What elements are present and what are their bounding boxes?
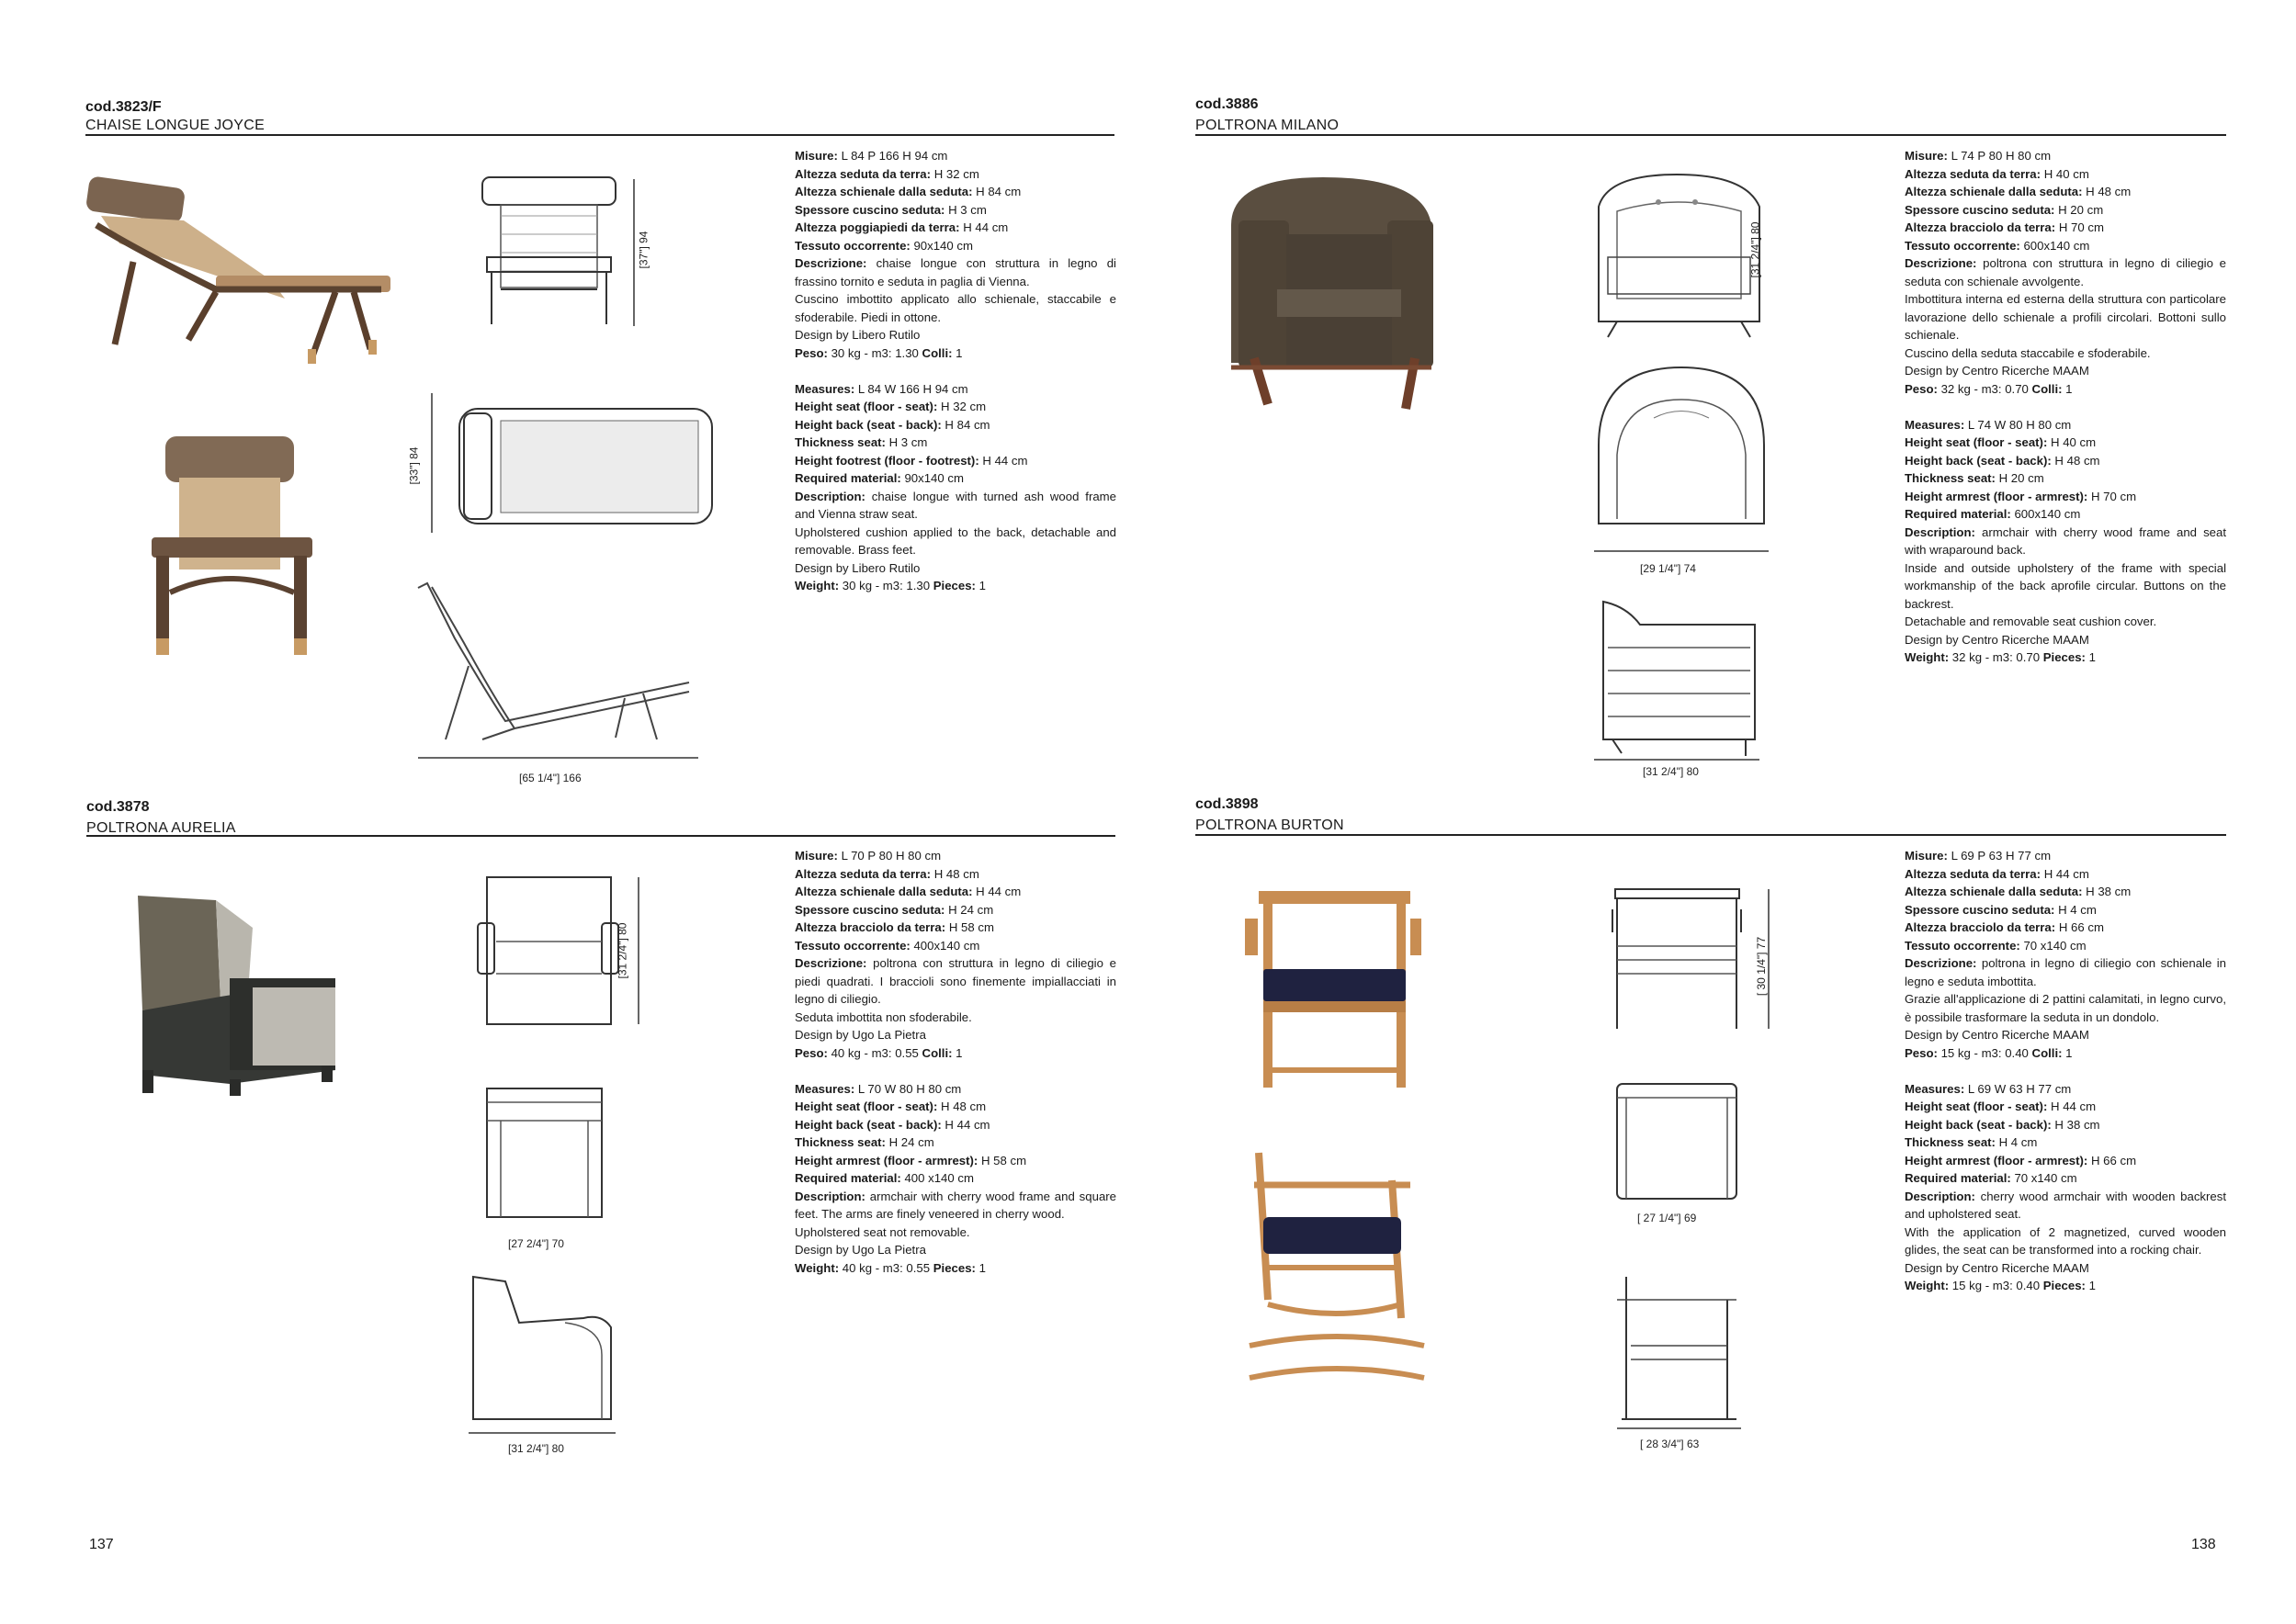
dimension-label: [ 30 1/4"] 77 (1755, 936, 1769, 997)
milano-armchair-photo (1213, 170, 1452, 418)
chaise-longue-drawing-top (423, 386, 726, 542)
aurelia-drawing-front (473, 873, 657, 1029)
spec-text: Misure: L 84 P 166 H 94 cm Altezza seduta da terra: H 32 cm Altezza schienale dalla seduta: H 84 cm Spessore cuscino seduta: H 3 cm Altezza poggiapiedi da terra: H 44 cm Tessuto occorrente: 90x140 cm Descrizione: chaise longue con struttura in legno di frassino tornito e seduta in paglia di Vienna. Cuscino imbottito applicato allo schienale, staccabile e sfoderabile. Piedi in ottone. Design by Libero Rutilo Peso: 30 kg - m3: 1.30 Colli: 1 Measures: L 84 W 166 H 94 cm Height seat (floor - seat): H 32 cm Height back (seat - back): H 84 cm Thickness seat: H 3 cm Height footrest (floor - footrest): H 44 cm Required material: 90x140 cm Description: chaise longue with turned ash wood frame and Vienna straw seat. Upholstered cushion applied to the back, detachable and removable. Brass feet. Design by Libero Rutilo Weight: 30 kg - m3: 1.30 Pieces: 1 (795, 149, 1116, 592)
product-code: cod.3886 (1195, 96, 1259, 112)
section-rule (1195, 834, 2226, 836)
page-number-right: 138 (2191, 1537, 2216, 1552)
spec-text: Misure: L 74 P 80 H 80 cm Altezza seduta da terra: H 40 cm Altezza schienale dalla seduta: H 48 cm Spessore cuscino seduta: H 20 cm Altezza bracciolo da terra: H 70 cm Tessuto occorrente: 600x140 cm Descrizione: poltrona con struttura in legno di ciliegio e seduta con schienale avvolgente. Imbottitura interna ed esterna della struttura con particolare lavorazione dello schienale a profili circolari. Bottoni sullo schienale. Cuscino della seduta staccabile e sfoderabile. Design by Centro Ricerche MAAM Peso: 32 kg - m3: 0.70 Colli: 1 Measures: L 74 W 80 H 80 cm Height seat (floor - seat): H 40 cm Height back (seat - back): H 48 cm Thickness seat: H 20 cm Height armrest (floor - armrest): H 70 cm Required material: 600x140 cm Description: armchair with cherry wood frame and seat with wraparound back. Inside and outside upholstery of the frame with special workmanship of the back aprofile circular. Buttons on the backrest. Detachable and removable seat cushion cover. Design by Centro Ricerche MAAM Weight: 32 kg - m3: 0.70 Pieces: 1 (1905, 149, 2226, 664)
product-name: POLTRONA MILANO (1195, 118, 1340, 133)
dimension-label: [31 2/4"] 80 (1748, 221, 1762, 278)
dimension-label: [65 1/4"] 166 (519, 772, 582, 784)
spec-text: Misure: L 70 P 80 H 80 cm Altezza seduta da terra: H 48 cm Altezza schienale dalla seduta: H 44 cm Spessore cuscino seduta: H 24 cm Altezza bracciolo da terra: H 58 cm Tessuto occorrente: 400x140 cm Descrizione: poltrona con struttura in legno di ciliegio e piedi quadrati. I braccioli sono finemente impiallacciati in legno di ciliegio. Seduta imbottita non sfoderabile. Design by Ugo La Pietra Peso: 40 kg - m3: 0.55 Colli: 1 Measures: L 70 W 80 H 80 cm Height seat (floor - seat): H 48 cm Height back (seat - back): H 44 cm Thickness seat: H 24 cm Height armrest (floor - armrest): H 58 cm Required material: 400 x140 cm Description: armchair with cherry wood frame and square feet. The arms are finely veneered in cherry wood. Upholstered seat not removable. Design by Ugo La Pietra Weight: 40 kg - m3: 0.55 Pieces: 1 (795, 849, 1116, 1275)
burton-armchair-photo-side (1245, 1144, 1429, 1392)
dimension-label: [29 1/4"] 74 (1640, 562, 1696, 575)
chaise-longue-drawing-front (473, 170, 657, 335)
product-code: cod.3878 (86, 799, 150, 815)
aurelia-drawing-side (464, 1272, 620, 1438)
section-rule (86, 835, 1115, 837)
dimension-label: [ 27 1/4"] 69 (1637, 1212, 1697, 1224)
page-number-left: 137 (89, 1537, 114, 1552)
milano-drawing-top (1589, 363, 1773, 556)
dimension-label: [31 2/4"] 80 (1643, 765, 1699, 778)
section-rule (85, 134, 1114, 136)
chaise-longue-drawing-side (413, 574, 707, 762)
aurelia-armchair-photo (129, 891, 349, 1098)
dimension-label: [31 2/4"] 80 (616, 922, 629, 979)
burton-drawing-top (1612, 1079, 1741, 1208)
product-code: cod.3823/F (85, 99, 162, 115)
burton-armchair-photo-front (1240, 886, 1424, 1098)
milano-drawing-front (1589, 170, 1773, 340)
dimension-label: [37"] 94 (637, 231, 650, 269)
spec-text: Misure: L 69 P 63 H 77 cm Altezza seduta da terra: H 44 cm Altezza schienale dalla seduta: H 38 cm Spessore cuscino seduta: H 4 cm Altezza bracciolo da terra: H 66 cm Tessuto occorrente: 70 x140 cm Descrizione: poltrona in legno di ciliegio con schienale in legno e seduta imbottita. Grazie all'applicazione di 2 pattini calamitati, in legno curvo, è possibile trasformare la seduta in un dondolo. Design by Centro Ricerche MAAM Peso: 15 kg - m3: 0.40 Colli: 1 Measures: L 69 W 63 H 77 cm Height seat (floor - seat): H 44 cm Height back (seat - back): H 38 cm Thickness seat: H 4 cm Height armrest (floor - armrest): H 66 cm Required material: 70 x140 cm Description: cherry wood armchair with wooden backrest and upholstered seat. With the application of 2 magnetized, curved wooden glides, the seat can be transformed into a rocking chair. Design by Centro Ricerche MAAM Weight: 15 kg - m3: 0.40 Pieces: 1 (1905, 849, 2226, 1292)
aurelia-drawing-top (482, 1084, 606, 1222)
burton-drawing-side (1612, 1268, 1746, 1433)
dimension-label: [31 2/4"] 80 (508, 1442, 564, 1455)
section-rule (1195, 134, 2226, 136)
product-code: cod.3898 (1195, 796, 1259, 812)
chaise-longue-photo-front (138, 432, 331, 661)
product-name: CHAISE LONGUE JOYCE (85, 118, 266, 133)
dimension-label: [33"] 84 (407, 446, 421, 485)
dimension-label: [27 2/4"] 70 (508, 1237, 564, 1250)
product-name: POLTRONA AURELIA (86, 820, 236, 836)
dimension-label: [ 28 3/4"] 63 (1640, 1438, 1700, 1450)
chaise-longue-photo-side (78, 175, 400, 367)
milano-drawing-side (1589, 592, 1764, 762)
product-name: POLTRONA BURTON (1195, 818, 1344, 833)
